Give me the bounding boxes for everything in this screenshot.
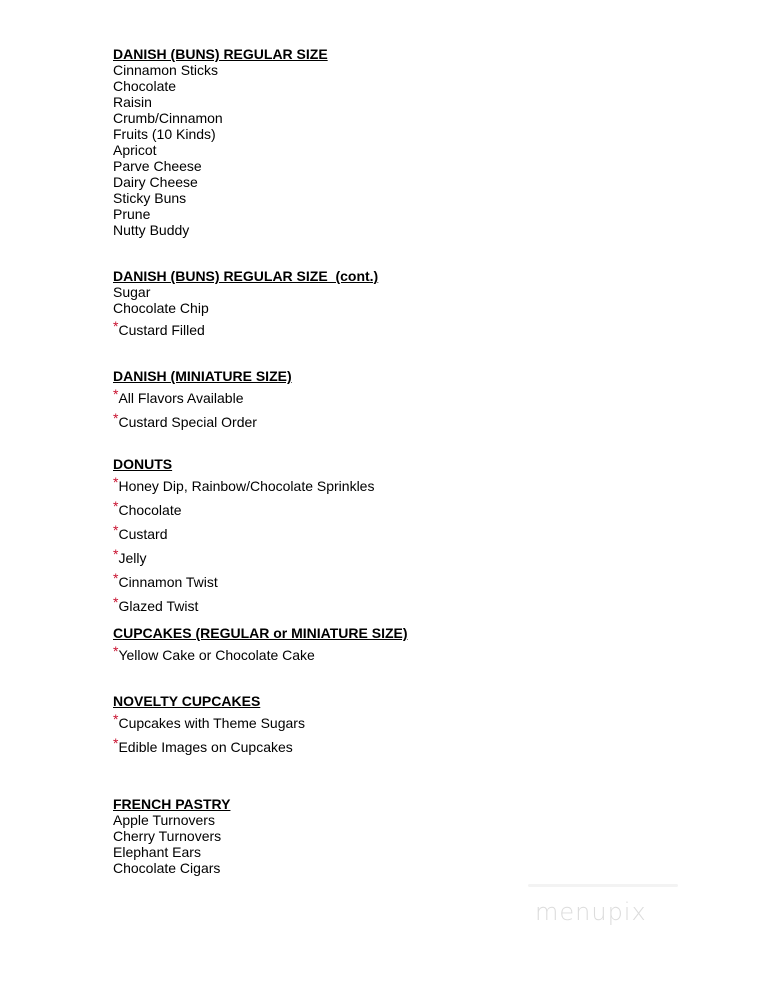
menu-item-special: [113, 408, 713, 432]
menu-item-label: Cupcakes with Theme Sugars: [118, 715, 305, 731]
menu-item-special: [113, 709, 713, 733]
menu-item-label: Custard Filled: [118, 322, 205, 338]
menu-item: Chocolate Cigars: [113, 860, 221, 876]
menu-item-label: Cinnamon Twist: [118, 574, 218, 590]
menu-item: Cinnamon Sticks: [113, 62, 219, 78]
menu-item-label: Edible Images on Cupcakes: [118, 739, 293, 755]
asterisk-icon: *: [113, 570, 119, 586]
menu-item: Chocolate Chip: [113, 300, 209, 316]
menu-item-special: [113, 733, 713, 757]
menu-item-label: Custard Special Order: [118, 414, 257, 430]
asterisk-icon: *: [113, 594, 119, 610]
menu-item: Nutty Buddy: [113, 222, 190, 238]
section-heading: FRENCH PASTRY: [113, 796, 231, 812]
section-danish-regular: [113, 46, 713, 238]
section-novelty-cupcakes: [113, 693, 713, 757]
section-danish-regular-cont: [113, 268, 713, 340]
menu-item-special: [113, 384, 713, 408]
menu-item-special: [113, 472, 713, 496]
asterisk-icon: *: [113, 410, 119, 426]
section-heading: NOVELTY CUPCAKES: [113, 693, 261, 709]
menu-item: Parve Cheese: [113, 158, 202, 174]
section-heading: DONUTS: [113, 456, 173, 472]
asterisk-icon: *: [113, 318, 119, 334]
menu-item: Crumb/Cinnamon: [113, 110, 223, 126]
menu-item-special: [113, 496, 713, 520]
menu-item: Prune: [113, 206, 151, 222]
section-french-pastry: [113, 796, 713, 876]
menu-item: Fruits (10 Kinds): [113, 126, 216, 142]
menu-item: Dairy Cheese: [113, 174, 198, 190]
asterisk-icon: *: [113, 735, 119, 751]
menu-item-label: Yellow Cake or Chocolate Cake: [118, 647, 315, 663]
menu-item: Apricot: [113, 142, 157, 158]
menu-item: Chocolate: [113, 78, 177, 94]
watermark-decoration: [528, 884, 678, 887]
menu-item-special: [113, 641, 713, 665]
section-heading: DANISH (BUNS) REGULAR SIZE: [113, 46, 328, 62]
asterisk-icon: *: [113, 546, 119, 562]
section-danish-miniature: [113, 368, 713, 432]
section-heading: DANISH (BUNS) REGULAR SIZE (cont.): [113, 268, 379, 284]
asterisk-icon: *: [113, 643, 119, 659]
menu-item: Sticky Buns: [113, 190, 187, 206]
menu-item-special: [113, 592, 713, 616]
menu-item-label: Honey Dip, Rainbow/Chocolate Sprinkles: [118, 478, 375, 494]
menu-item-label: Jelly: [118, 550, 147, 566]
menu-item-special: [113, 520, 713, 544]
asterisk-icon: *: [113, 498, 119, 514]
menu-item-label: Glazed Twist: [118, 598, 199, 614]
menu-item: Raisin: [113, 94, 152, 110]
watermark-logo: menupix: [535, 898, 647, 926]
section-heading: DANISH (MINIATURE SIZE): [113, 368, 292, 384]
section-cupcakes: [113, 625, 713, 665]
menu-item: Sugar: [113, 284, 151, 300]
asterisk-icon: *: [113, 522, 119, 538]
asterisk-icon: *: [113, 386, 119, 402]
menu-item-label: All Flavors Available: [118, 390, 244, 406]
menu-item-label: Custard: [118, 526, 168, 542]
menu-item-label: Chocolate: [118, 502, 182, 518]
menu-item-special: [113, 316, 713, 340]
menu-item-special: [113, 544, 713, 568]
asterisk-icon: *: [113, 711, 119, 727]
menu-item: Apple Turnovers: [113, 812, 215, 828]
section-heading: CUPCAKES (REGULAR or MINIATURE SIZE): [113, 625, 408, 641]
menu-item: Cherry Turnovers: [113, 828, 222, 844]
asterisk-icon: *: [113, 474, 119, 490]
menu-item-special: [113, 568, 713, 592]
section-donuts: [113, 456, 713, 616]
menu-item: Elephant Ears: [113, 844, 201, 860]
